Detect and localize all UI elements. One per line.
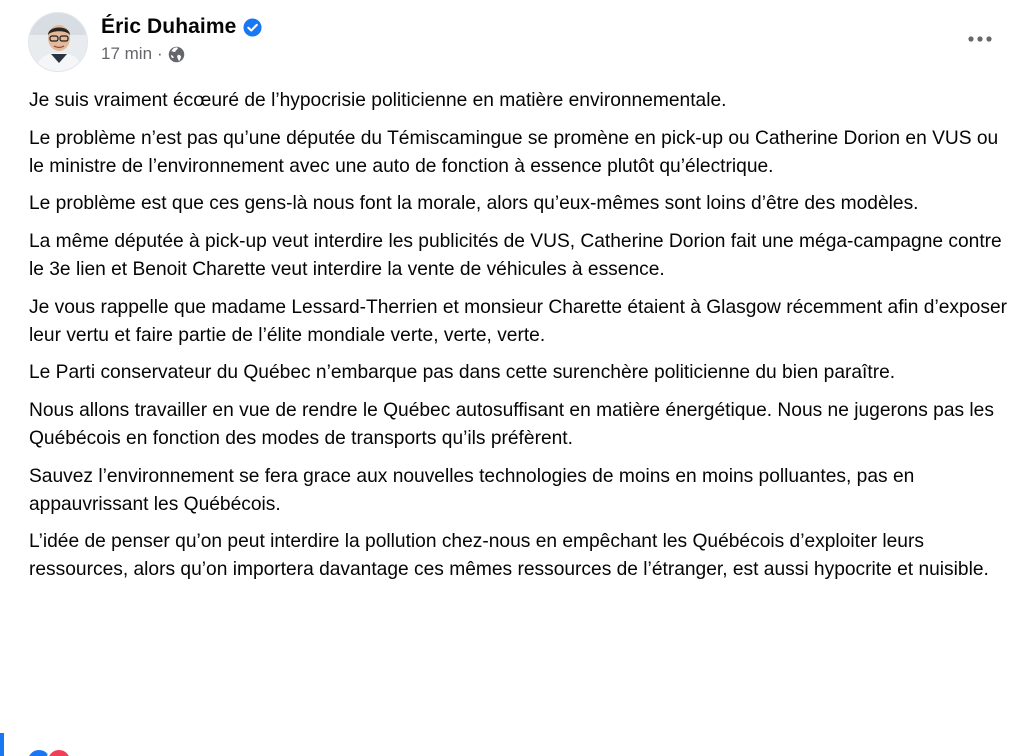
author-row <box>101 14 262 40</box>
post-paragraph: L’idée de penser qu’on peut interdire la pollution chez-nous en empêchant les Québécois d’exploiter leurs ressources, alors qu’on importera davantage ces mêmes ressources de l’étranger, est aussi hypocrite et nuisible. <box>29 531 989 581</box>
post-header <box>28 12 1008 74</box>
post-paragraph: Sauvez l’environnement se fera grace aux nouvelles technologies de moins en moins polluantes, pas en appauvrissant les Québécois. <box>29 465 915 515</box>
post-paragraph: La même députée à pick-up veut interdire les publicités de VUS, Catherine Dorion fait une méga-campagne contre le 3e lien et Benoit Charette veut interdire la vente de véhicules à essence. <box>29 231 1002 280</box>
post-paragraph: Le problème n’est pas qu’une députée du Témiscamingue se promène en pick-up ou Catherine Dorion en VUS ou le ministre de l’environnement avec une auto de fonction à essence plutôt qu’électrique. <box>29 127 999 177</box>
post-meta <box>101 42 262 66</box>
more-horizontal-icon <box>967 35 993 43</box>
post-paragraph: Je vous rappelle que madame Lessard-Therrien et monsieur Charette étaient à Glasgow récemment afin d’exposer leur vertu et faire partie de l’élite mondiale verte, verte, verte. <box>29 296 1008 346</box>
more-options-button[interactable] <box>960 24 1000 54</box>
post-paragraph: Le problème est que ces gens-là nous font la morale, alors qu’eux-mêmes sont loins d’être des modèles. <box>29 193 919 215</box>
reactions-summary[interactable] <box>26 748 72 756</box>
author-block <box>101 14 262 66</box>
post-text <box>29 87 1009 594</box>
avatar-portrait-icon <box>29 13 88 72</box>
author-name[interactable]: Éric Duhaime <box>101 15 237 38</box>
globe-icon[interactable] <box>168 46 185 63</box>
love-reaction-icon <box>46 748 72 756</box>
post-timestamp[interactable]: 17 min <box>101 44 153 63</box>
meta-separator: · <box>157 44 163 63</box>
post-paragraph: Le Parti conservateur du Québec n’embarque pas dans cette surenchère politicienne du bien paraître. <box>29 362 896 384</box>
post-paragraph: Je suis vraiment écœuré de l’hypocrisie politicienne en matière environnementale. <box>29 90 727 111</box>
verified-badge-icon <box>243 18 262 37</box>
post-paragraph: Nous allons travailler en vue de rendre le Québec autosuffisant en matière énergétique. Nous ne jugerons pas les Québécois en fonction des modes de transports qu’ils préfèrent. <box>29 400 994 449</box>
focus-accent-bar <box>0 733 4 756</box>
author-avatar[interactable] <box>28 12 88 72</box>
